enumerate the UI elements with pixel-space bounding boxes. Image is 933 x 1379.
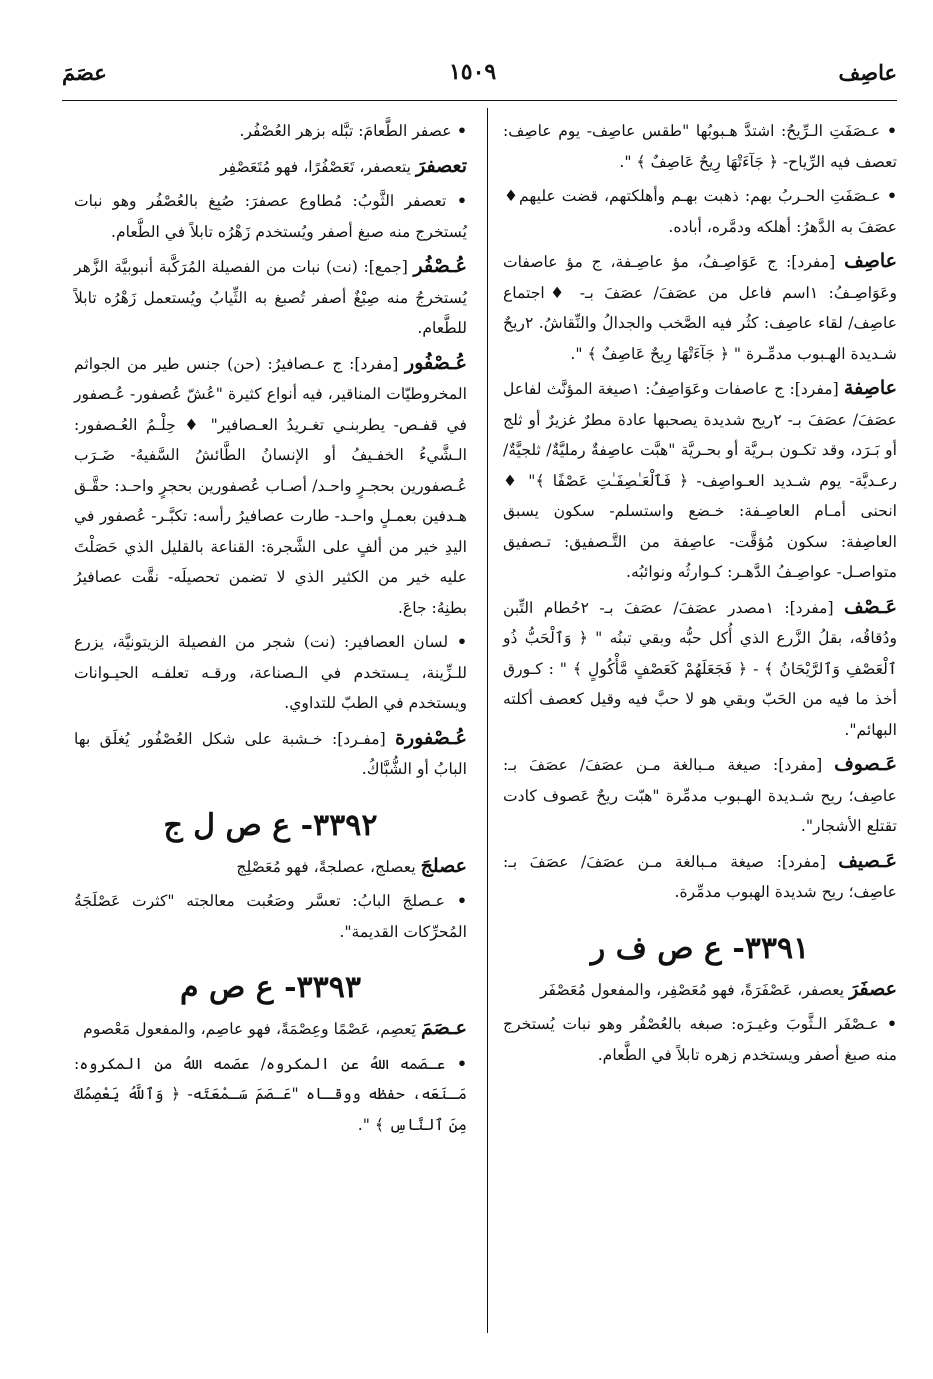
- entry-text: [مفرد]: صيغة مـبالغة مـن عصَفَ/ عصَفَ بـ: عاصِف؛ ريح شديدة الهبوب مدمِّرة.: [503, 852, 897, 901]
- dictionary-entry: [74, 251, 467, 344]
- entry-text: [جمع]: (نت) نبات من الفصيلة المُرَكَّبة أنبوبيَّة الزَّهر يُستخرجُ منه صِبْغٌ أصفر تُصبغ به الثِّيابُ ويُستعمل زَهْرُه تابلاً للطَّعام.: [74, 258, 467, 337]
- headword: عصفَرَ: [849, 977, 897, 1000]
- dictionary-entry: [503, 181, 897, 242]
- dictionary-entry: [74, 186, 467, 247]
- dictionary-entry: [503, 116, 897, 177]
- dictionary-entry: [503, 749, 897, 842]
- sense-bullet: •: [446, 191, 467, 210]
- dictionary-entry: [74, 1013, 467, 1045]
- right-guide-word: عاصِف: [838, 59, 897, 85]
- entry-text: عـصَفَتِ الـرِّيحُ: اشتدَّ هـبوبُها "طقس عاصِف- يوم عاصِف: تعصف فيه الرِّياح- ﴿ جَآءَتْهَا رِيحٌ عَاصِفٌ ﴾ ".: [503, 122, 897, 171]
- entry-text: تعصفر الثَّوبُ: مُطاوع عصفرَ: صُبِغ بالعُصْفُر وهو نبات يُستخرج منه صبغ أصفر ويُستخدم زَهْرُه تابلاً في الطَّعام.: [74, 192, 467, 241]
- entry-text: [مفرد]: ج عَوَاصِـفُ، مؤ عاصِـفة، ج مؤ عاصفات وعَوَاصِـفُ: ١اسم فاعل من عصَفَ/ عصَفَ بـ- ♦اجتماع عاصِف/ لقاء عاصِف: كثُر فيه الصَّخب والجدالُ والنِّقاشُ. ٢ريحٌ شـديدة الهـبوب مدمِّـرة " ﴿ جَآءَتْهَا رِيحٌ عَاصِفٌ ﴾ ".: [503, 253, 897, 363]
- column-divider: [487, 108, 488, 1333]
- headword: عُـصْفورة: [395, 726, 467, 749]
- sense-bullet: •: [880, 186, 897, 205]
- entry-text: [مفرد]: ج عـصافيرُ: (حن) جنس طير من الجواثم المخروطيّات المناقير، فيه أنواع كثيرة "عُشّ عُصفور- عُـصفور في قفـص- يطربنـي تغـريدُ العـصافير" ♦ حِلْـمُ العُـصفور: الـشَّيءُ الخفـيفُ أو الإنسانُ الطَّائشُ السَّفيهُ- ضَـرَب عُـصفورين بحجـرٍ واحـد/ أصـاب عُصفورين بحجرٍ واحـد: حقَّـق هـدفين بعمـلٍ واحـد- طارت عصافيرُ رأسه: تكبَّـر- عُصفور في اليدِ خير من ألفٍ على الشَّجرة: القناعة بالقليل الذي حَصَلْتَ عليه خير من الكثير الذي لا تضمن تحصيلَه- نقَّت عصافيرُ بطنِهُ: جاعَ.: [74, 354, 467, 617]
- entry-text: عـصَمه اللهُ عن المكروه/ عصَمه اللهُ من المكروه: مَـنَعَه، حفظه ووقـاه "عَـصَمَ سَـمْعَتَه- ﴿ وَٱللَّهُ يَعْصِمُكَ مِنَ ٱلنَّاسِ ﴾ ".: [74, 1054, 467, 1134]
- dictionary-entry: [503, 846, 897, 908]
- entry-text: عـصْفَر الـثَّوبَ وغيـرَه: صبغه بالعُصْفُر وهو نبات يُستخرج منه صبغ أصفر ويستخدم زهره تابلاً في الطَّعام.: [503, 1015, 897, 1064]
- headword: عصلجَ: [420, 854, 467, 877]
- left-column: [74, 116, 467, 1144]
- headword: عـصَمَ: [420, 1017, 467, 1039]
- dictionary-entry: [503, 246, 897, 369]
- sense-bullet: •: [451, 121, 467, 140]
- dictionary-entry: [74, 116, 467, 147]
- dictionary-entry: [503, 974, 897, 1006]
- sense-bullet: •: [444, 891, 467, 910]
- headword: تعصفرَ: [415, 154, 467, 177]
- dictionary-entry: [74, 886, 467, 947]
- header-rule: [62, 100, 897, 101]
- entry-text: عـصلجَ البابُ: تعسَّر وصَعُبت معالجته "كثرت عَصْلَجَةُ المُحرِّكات القديمة".: [74, 892, 467, 941]
- dictionary-entry: [74, 627, 467, 719]
- headword: عاصِف: [844, 250, 897, 272]
- right-column: [503, 116, 897, 1074]
- entry-text: عـصَفَتِ الحـربُ بهم: ذهبت بهـم وأهلكتهم، قضت عليهم♦ عصَفَ به الدَّهرُ: أهلكه ودمَّره، أباده.: [503, 187, 897, 236]
- entry-text: عصفر الطَّعامَ: تبَّله بزهر العُصْفُر.: [239, 122, 452, 140]
- entry-text: يعصلج، عصلجةً، فهو مُعَصْلِج: [236, 857, 421, 876]
- sense-bullet: •: [880, 121, 897, 140]
- dictionary-entry: [503, 373, 897, 588]
- headword: عاصِفة: [843, 377, 897, 399]
- entry-text: [مفرد]: ج عاصفات وعَوَاصِفُ: ١صيغة المؤنَّث لفاعل عصَفَ/ عصَفَ بـ- ٢ريح شديدة يصحبها عادة مطرٌ غزيرٌ أو ثلج أو بَـرَد، وقد تكـون بـريَّة أو بحـريَّة "هبَّت عاصِفةٌ رمليَّةٌ/ ثلجيَّةٌ/ رعـديَّة- يوم شـديد العـواصِف- ﴿ فَٱلْعَـٰصِفَـٰتِ عَصْفًا ﴾" ♦ انحنى أمـام العاصِـفة: خـضع واستسلم- سكون يسبق العاصِفة: سكون مُؤقَّت- عاصِفة من التَّـصفيق: تـصفيق متواصـل- عواصِـفُ الدَّهـر: كـوارثُه ونوائبُه.: [503, 380, 897, 581]
- left-guide-word: عصَمَ: [62, 59, 107, 85]
- headword: عَـصيف: [838, 849, 897, 872]
- page-header: [62, 52, 897, 92]
- entry-text: [مفـرد]: خـشبة على شكل العُصْفُور يُغلَق بها البابُ أو الشُّبَّاكُ.: [74, 729, 467, 778]
- dictionary-entry: [503, 592, 897, 746]
- headword: عُـصْفُر: [413, 255, 467, 277]
- sense-bullet: •: [445, 1053, 467, 1073]
- headword: عُـصْفُور: [405, 351, 467, 374]
- root-section-heading: ٣٣٩٣- ع ص م: [180, 970, 361, 1005]
- root-section-heading: ٣٣٩١- ع ص ف ر: [590, 930, 810, 966]
- entry-text: يعصفر، عَصْفَرَةً، فهو مُعَصْفِر، والمفعول مُعَصْفَر: [539, 980, 850, 999]
- dictionary-entry: [74, 851, 467, 883]
- dictionary-entry: [74, 348, 467, 624]
- entry-text: يتعصفر، تَعَصْفُرًا، فهو مُتَعَصْفِر: [219, 157, 416, 176]
- dictionary-entry: [74, 1049, 467, 1141]
- page-number: ١٥٠٩: [448, 59, 497, 85]
- root-section-heading: ٣٣٩٢- ع ص ل ج: [163, 807, 378, 843]
- entry-text: [مفرد]: ١مصدر عصَفَ/ عصَفَ بـ- ٢حُطام التِّبن ودُقاقُه، بقلُ الزَّرع الذي أُكل حبُّه وبقي تبنُه " ﴿ وَٱلْحَبُّ ذُو ٱلْعَصْفِ وَٱلرَّيْحَانُ ﴾ - ﴿ فَجَعَلَهُمْ كَعَصْفٍ مَّأْكُولٍ ﴾ " : كـورق أخذ ما فيه من الحَبّ وبقي هو لا حبَّ فيه وقيل كعصف أكلته البهائم".: [503, 598, 897, 739]
- sense-bullet: •: [878, 1014, 897, 1033]
- entry-text: يَعصِم، عَصْمًا وعِصْمَةً، فهو عاصِم، والمفعول مَعْصوم: [83, 1020, 421, 1038]
- sense-bullet: •: [448, 632, 467, 651]
- headword: عَـصْف: [843, 595, 897, 618]
- dictionary-entry: [503, 1009, 897, 1070]
- dictionary-entry: [74, 151, 467, 183]
- headword: عَـصوف: [834, 753, 897, 775]
- entry-text: [مفرد]: صيغة مـبالغة مـن عصَفَ/ عصَفَ بـ: عاصِف؛ ريح شـديدة الهـبوب مدمِّرة "هبّت ريحٌ عَصوف كادت تقتلع الأشجار".: [503, 756, 897, 835]
- dictionary-entry: [74, 723, 467, 785]
- entry-text: لسان العصافير: (نت) شجر من الفصيلة الزيتونيَّة، يزرع للـزِّينة، يـستخدم في الـصناعة، ورقـه تعلفـه الحيـوانات ويستخدم في الطبّ للتداوي.: [74, 633, 467, 712]
